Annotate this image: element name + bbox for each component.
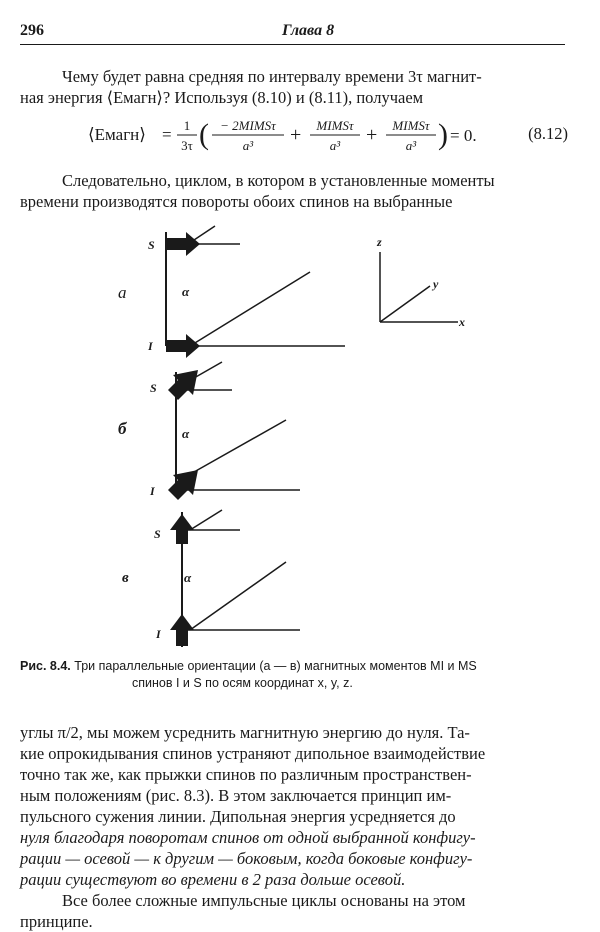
figure-caption [20, 658, 565, 692]
panel-a [118, 226, 345, 358]
panel-a-spin-S-label: S [148, 238, 155, 252]
eq-rhs: = 0. [450, 126, 477, 145]
panel-b-spin-I-arrow [168, 470, 198, 500]
panel-b-oblique-I [194, 420, 286, 472]
para2-line-2: времени производятся повороты обоих спинов на выбранные [20, 192, 453, 211]
eq-coef-den: 3τ [181, 138, 193, 153]
panel-b-angle-label: α [182, 426, 190, 441]
equation-8-12 [60, 110, 570, 160]
intro-paragraph [20, 66, 565, 108]
panel-a-label: а [118, 283, 127, 302]
body-line-8: рации существуют во времени в 2 раза дольше осевой. [20, 870, 406, 889]
coordinate-axes [376, 235, 465, 329]
caption-label: Рис. 8.4. [20, 659, 71, 673]
panel-b-label: б [118, 419, 127, 438]
eq-term3-den: a³ [405, 138, 417, 153]
eq-term2-den: a³ [329, 138, 341, 153]
axis-y-label: y [433, 277, 439, 291]
panel-v-label: в [122, 570, 129, 586]
panel-b-spin-I-label: I [150, 484, 155, 498]
eq-equals: = [162, 125, 172, 144]
eq-paren-right: ) [438, 118, 448, 151]
figure-diagram [90, 222, 510, 652]
chapter-title: Глава 8 [282, 22, 335, 39]
final-line-1: Все более сложные импульсные циклы основаны на этом [62, 891, 466, 910]
panel-v-spin-I-arrow [170, 614, 194, 646]
body-line-6: нуля благодаря поворотам спинов от одной выбранной конфигу- [20, 828, 476, 847]
panel-a-oblique-I [190, 272, 310, 346]
body-line-4: ным положениям (рис. 8.3). В этом заключается принцип им- [20, 786, 452, 805]
body-line-3: точно так же, как прыжки спинов по различным пространствен- [20, 765, 472, 784]
panel-a-spin-S-arrow [166, 232, 200, 256]
final-line-2: принципе. [20, 912, 93, 931]
panel-v-spin-S-arrow [170, 514, 194, 544]
eq-coef-num: 1 [183, 118, 191, 133]
eq-paren-left: ( [199, 118, 209, 151]
equation-formula [60, 110, 490, 160]
second-paragraph [20, 170, 565, 212]
intro-line-2: ная энергия ⟨Eмагн⟩? Используя (8.10) и (8.11), получаем [20, 88, 424, 107]
caption-line-2: спинов I и S по осям координат x, y, z. [132, 676, 353, 690]
eq-lhs: ⟨Eмагн⟩ [88, 125, 146, 144]
body-paragraph [20, 722, 565, 890]
figure-8-4 [90, 222, 510, 652]
body-line-7: рации — осевой — к другим — боковым, когда боковые конфигу- [20, 849, 473, 868]
body-line-5: пульсного сужения линии. Дипольная энергия усредняется до [20, 807, 456, 826]
page-number: 296 [20, 22, 44, 39]
body-line-2: кие опрокидывания спинов устраняют дипольное взаимодействие [20, 744, 486, 763]
panel-b-oblique-S [194, 362, 222, 378]
panel-v-spin-S-label: S [154, 527, 161, 541]
panel-v-spin-I-label: I [156, 627, 161, 641]
caption-line-1: Три параллельные ориентации (а — в) магнитных моментов MI и MS [74, 659, 477, 673]
panel-v-oblique-I [190, 562, 286, 630]
eq-plus-1: + [290, 124, 302, 146]
body-line-1: углы π/2, мы можем усреднить магнитную энергию до нуля. Та- [20, 723, 470, 742]
panel-b [118, 362, 300, 500]
eq-term3-num: MIMSτ [392, 118, 430, 133]
axis-z-label: z [377, 235, 382, 249]
eq-term1-num: − 2MIMSτ [220, 118, 276, 133]
panel-v [122, 510, 300, 647]
axis-x-label: x [459, 315, 465, 329]
panel-b-spin-S-label: S [150, 381, 157, 395]
eq-term2-num: MIMSτ [316, 118, 354, 133]
para2-line-1: Следовательно, циклом, в котором в установленные моменты [62, 171, 495, 190]
panel-v-oblique-S [190, 510, 222, 530]
final-paragraph [20, 890, 565, 932]
panel-a-angle-label: α [182, 284, 190, 299]
panel-a-spin-I-arrow [166, 334, 200, 358]
axis-y [380, 286, 430, 322]
panel-b-spin-S-arrow [168, 370, 198, 400]
panel-a-spin-I-label: I [148, 339, 153, 353]
eq-plus-2: + [366, 124, 378, 146]
page-header [20, 22, 565, 45]
panel-v-angle-label: α [184, 570, 192, 585]
intro-line-1: Чему будет равна средняя по интервалу времени 3τ магнит- [62, 67, 482, 86]
equation-number: (8.12) [528, 124, 568, 143]
eq-term1-den: a³ [242, 138, 254, 153]
